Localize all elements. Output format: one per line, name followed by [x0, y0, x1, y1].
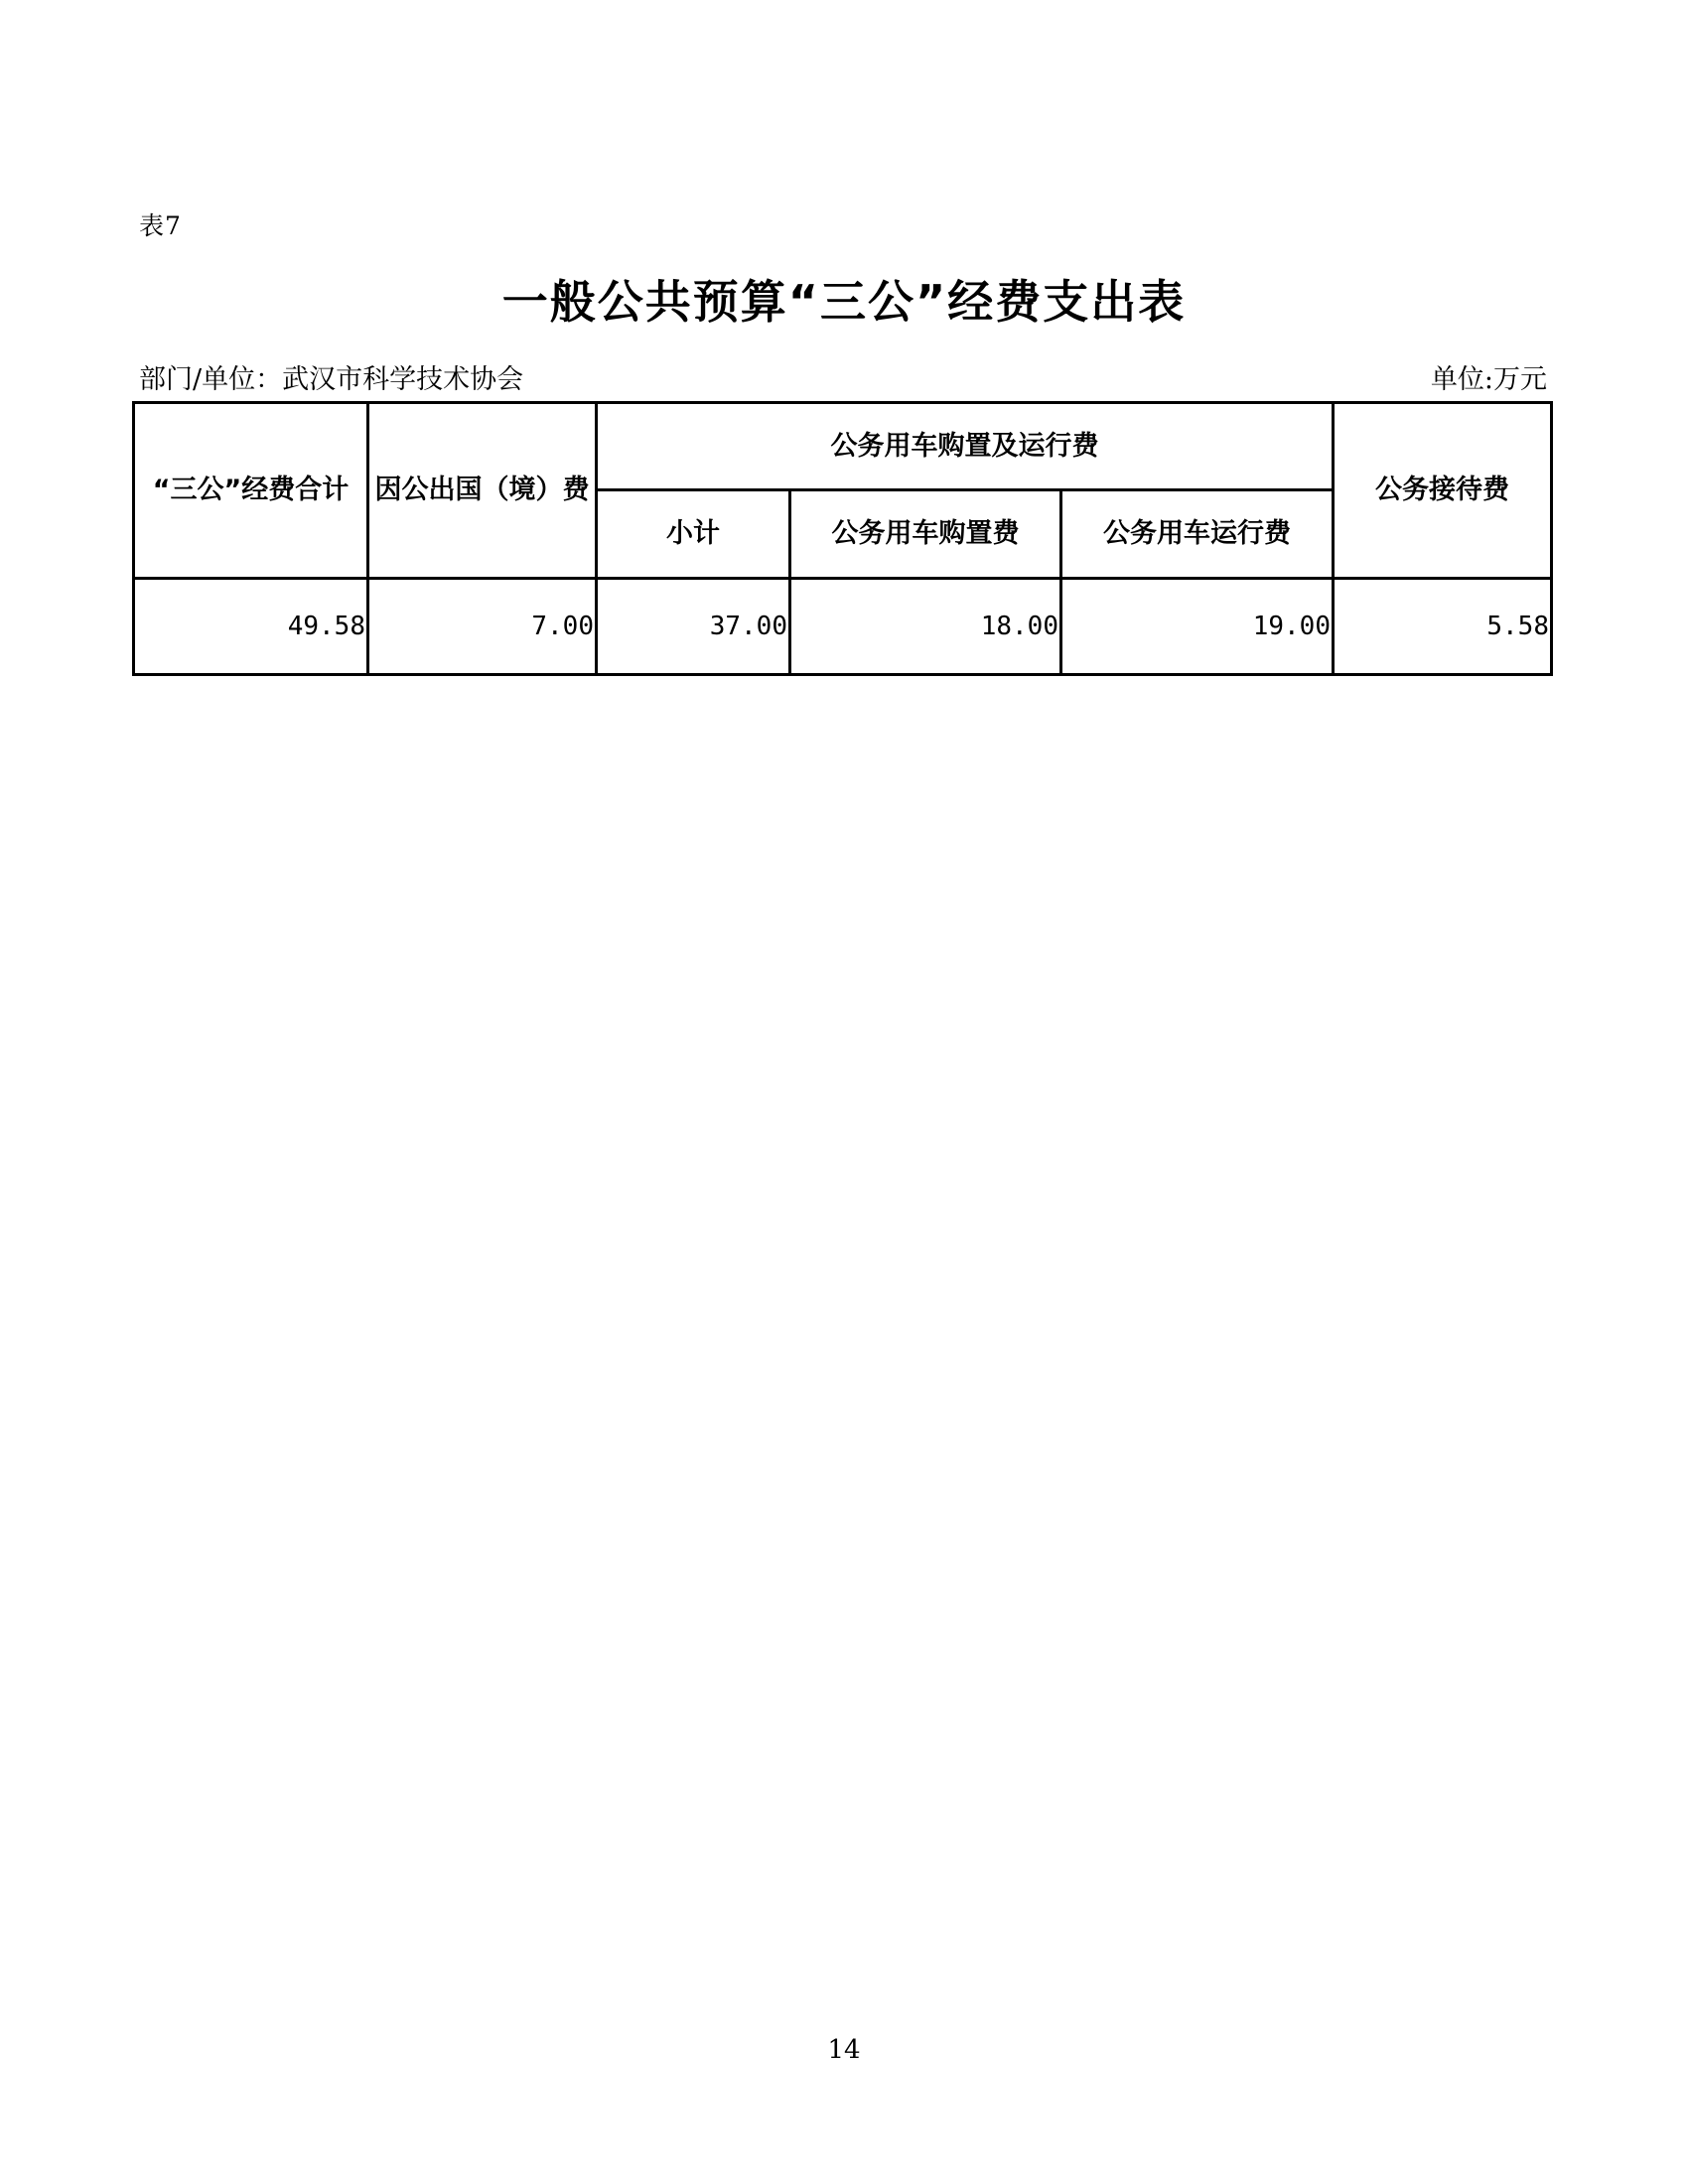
cell-total: 49.58 [134, 579, 368, 675]
header-row-1 [134, 403, 1552, 490]
unit-label: 单位:万元 [1430, 364, 1547, 395]
cell-vehicle-purchase: 18.00 [790, 579, 1061, 675]
header-subtotal: 小计 [597, 490, 790, 579]
cell-vehicle-operation: 19.00 [1061, 579, 1334, 675]
header-total: “三公”经费合计 [134, 403, 368, 579]
cell-reception: 5.58 [1334, 579, 1552, 675]
table-number: 表7 [139, 211, 182, 240]
header-reception: 公务接待费 [1334, 403, 1552, 579]
header-abroad: 因公出国（境）费 [368, 403, 597, 579]
meta-row [139, 357, 1547, 396]
department-label: 部门/单位：武汉市科学技术协会 [139, 364, 524, 395]
cell-abroad: 7.00 [368, 579, 597, 675]
document-title: 一般公共预算“三公”经费支出表 [501, 275, 1187, 329]
header-vehicle-purchase: 公务用车购置费 [790, 490, 1061, 579]
header-vehicle-group: 公务用车购置及运行费 [597, 403, 1334, 490]
budget-table [132, 401, 1553, 676]
table-row [134, 579, 1552, 675]
cell-subtotal: 37.00 [597, 579, 790, 675]
page-number: 14 [827, 2035, 861, 2065]
header-vehicle-operation: 公务用车运行费 [1061, 490, 1334, 579]
